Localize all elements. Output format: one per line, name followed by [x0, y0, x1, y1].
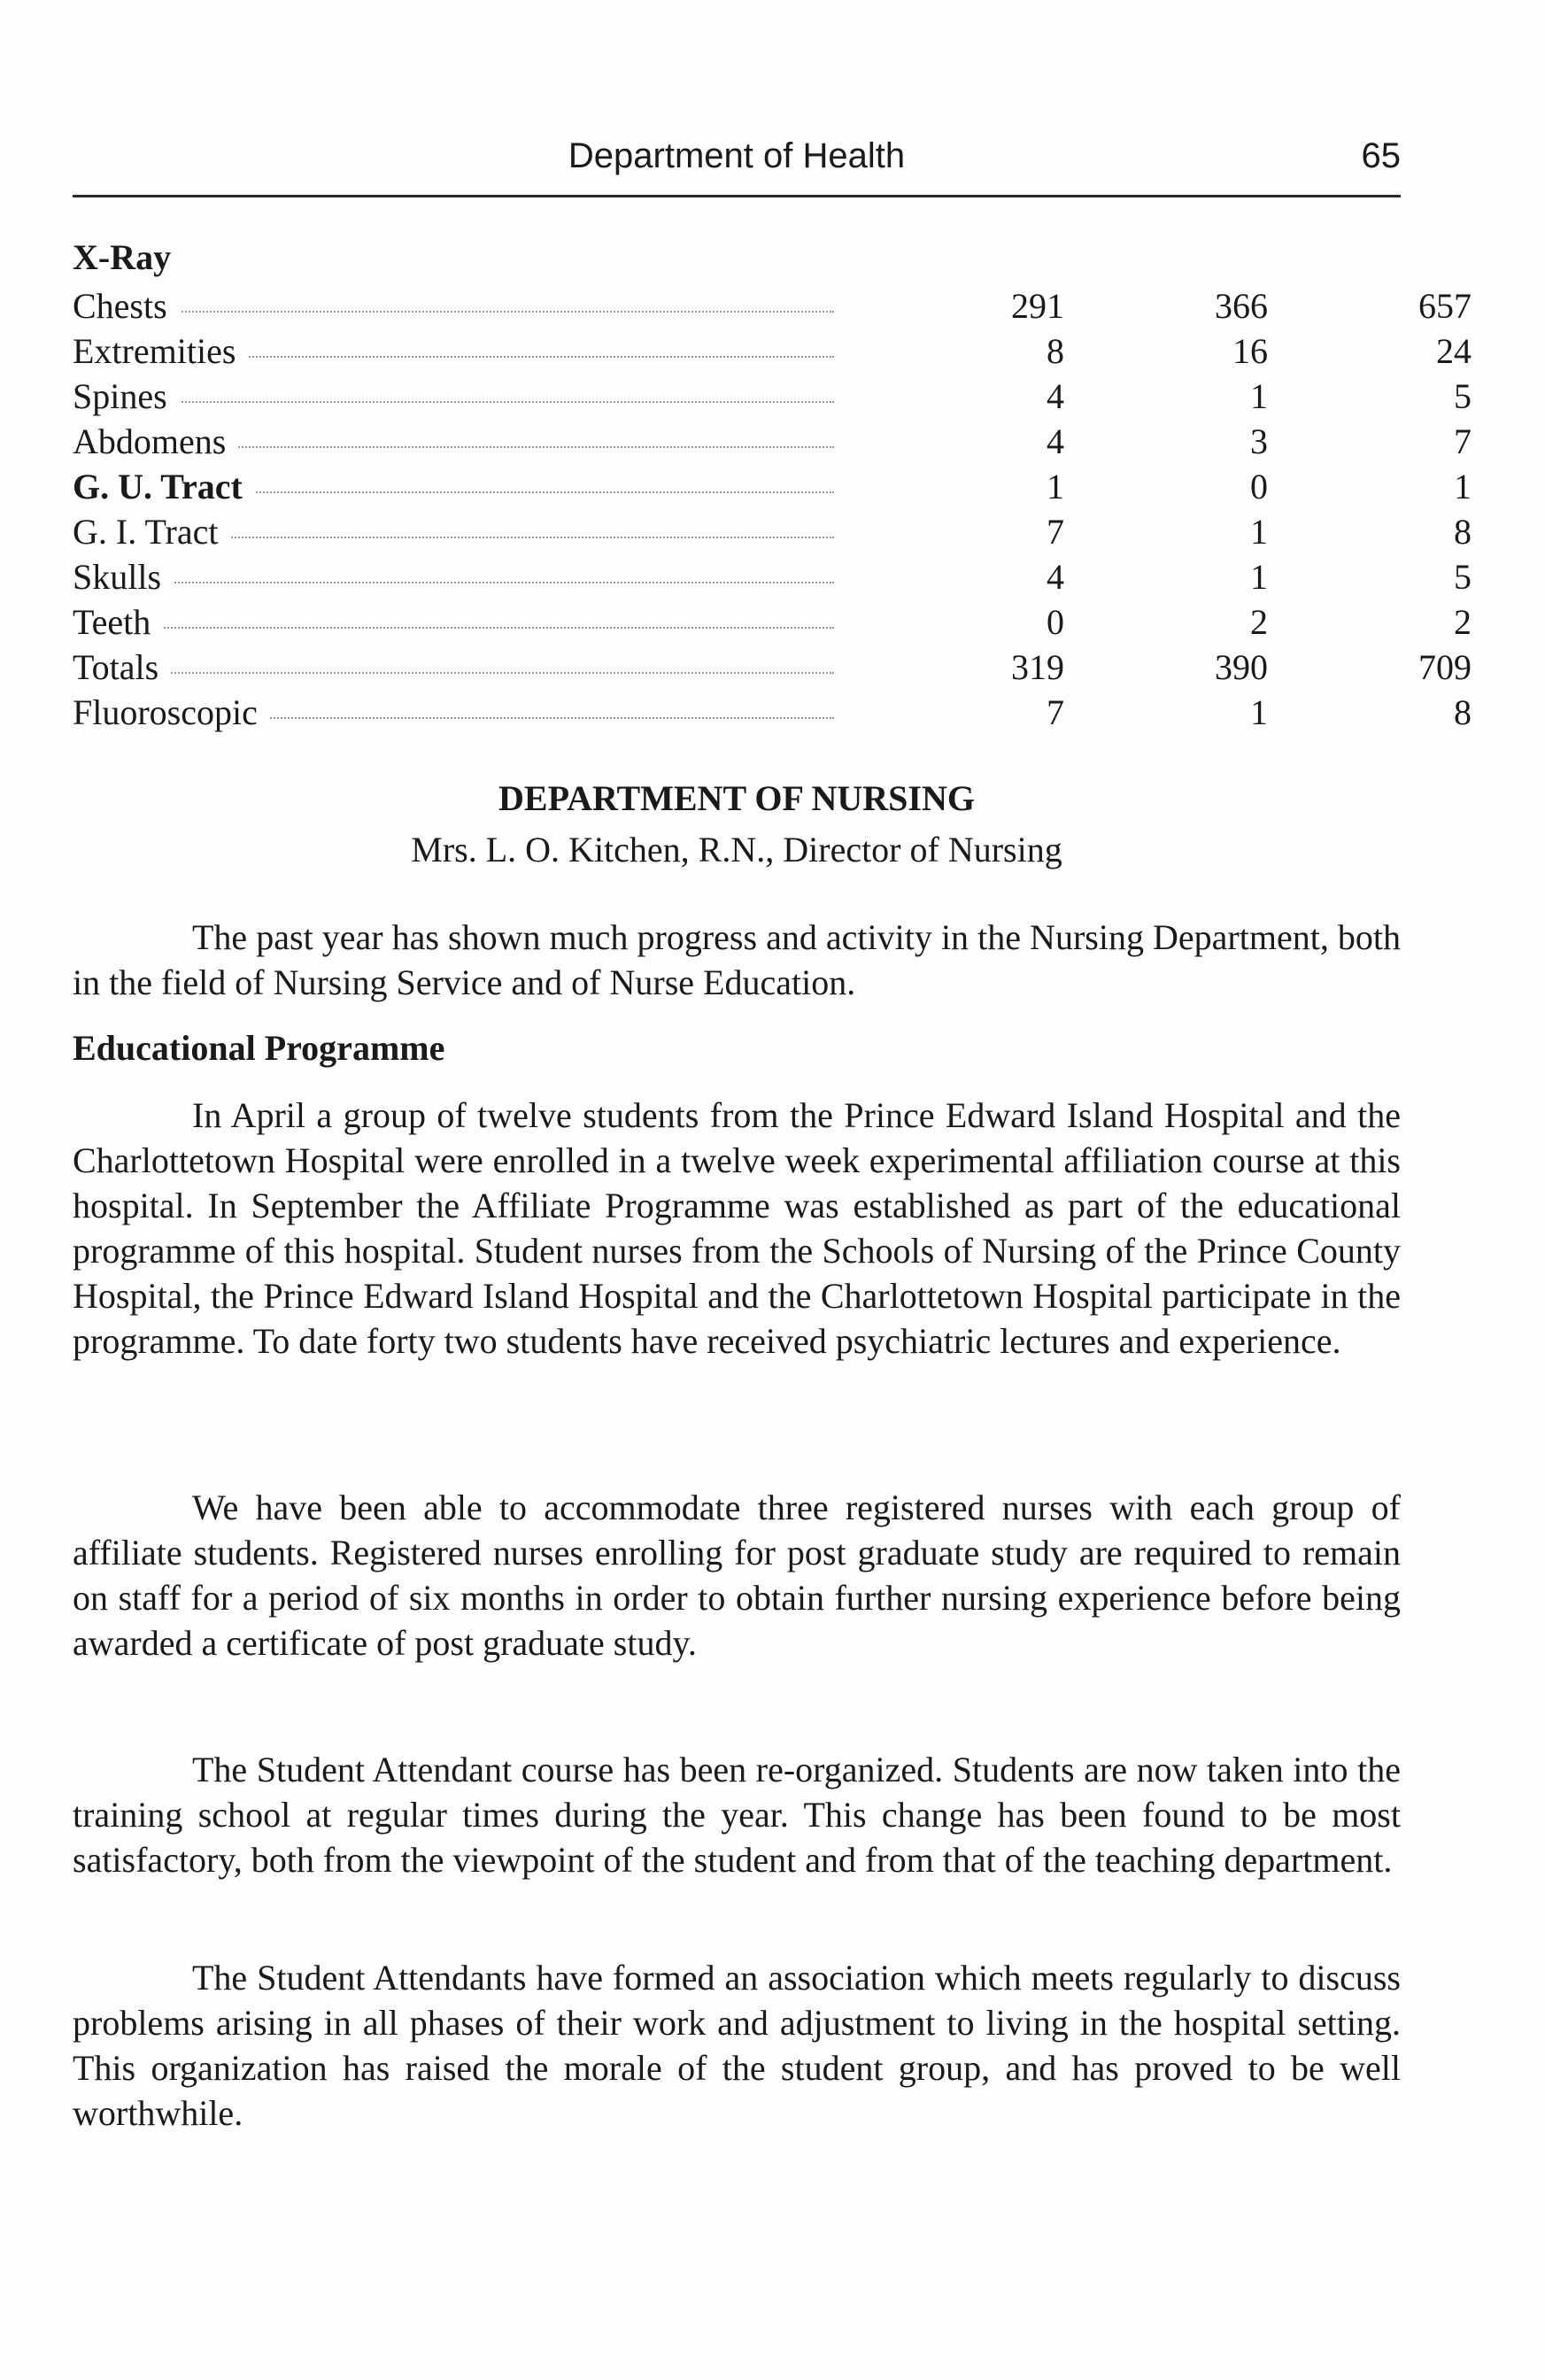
row-label: Spines: [73, 374, 180, 419]
body-paragraph: The Student Attendant course has been re-organized. Students are now taken into the training school at regular times during the year. This change has been found to be most satisfactory, both from the viewpoint of the student and from that of the teaching department.: [73, 1750, 1401, 1880]
xray-table: [73, 232, 1472, 735]
row-value-col1: 7: [1047, 692, 1064, 732]
dot-leader: [73, 582, 834, 583]
table-row: [73, 599, 1472, 645]
row-label: Fluoroscopic: [73, 690, 270, 735]
table-row: [73, 419, 1472, 464]
row-value-col2: 1: [1250, 557, 1268, 597]
row-label: G. I. Tract: [73, 509, 230, 554]
table-row: [73, 464, 1472, 509]
section-title: DEPARTMENT OF NURSING: [498, 778, 975, 818]
row-value-col2: 16: [1232, 331, 1268, 371]
row-value-col3: 7: [1454, 421, 1472, 461]
subheading: Educational Programme: [73, 1028, 445, 1068]
row-value-col2: 1: [1250, 512, 1268, 552]
dot-leader: [73, 311, 834, 313]
row-label: Extremities: [73, 328, 248, 374]
row-value-col3: 2: [1454, 602, 1472, 642]
xray-heading: X-Ray: [73, 237, 172, 277]
row-value-col1: 4: [1047, 421, 1064, 461]
row-value-col2: 390: [1215, 647, 1268, 687]
row-value-col1: 1: [1047, 467, 1064, 506]
table-row: [73, 283, 1472, 328]
row-label: Skulls: [73, 554, 174, 599]
row-value-col1: 8: [1047, 331, 1064, 371]
intro-paragraph: The past year has shown much progress and activity in the Nursing Department, both in the field of Nursing Service and of Nurse Education.: [73, 917, 1401, 1002]
table-row: [73, 374, 1472, 419]
table-row: [73, 328, 1472, 374]
row-value-col2: 0: [1250, 467, 1268, 506]
body-paragraph: In April a group of twelve students from the Prince Edward Island Hospital and the Charlottetown Hospital were enrolled in a twelve week experimental affiliation course at this hospital. In September the Affiliate Programme was established as part of the educational programme of this hospital. Student nurses from the Schools of Nursing of the Prince County Hospital, the Prince Edward Island Hospital and the Charlottetown Hospital participate in the programme. To date forty two students have received psychiatric lectures and experience.: [73, 1095, 1401, 1361]
row-value-col2: 2: [1250, 602, 1268, 642]
running-title: Department of Health: [568, 136, 906, 175]
dot-leader: [73, 672, 834, 674]
row-label: Teeth: [73, 599, 163, 645]
row-value-col1: 319: [1011, 647, 1064, 687]
row-label: Chests: [73, 283, 180, 328]
row-value-col1: 0: [1047, 602, 1064, 642]
table-row: [73, 690, 1472, 735]
row-value-col3: 1: [1454, 467, 1472, 506]
row-value-col2: 3: [1250, 421, 1268, 461]
row-value-col2: 366: [1215, 286, 1268, 326]
table-row: [73, 645, 1472, 690]
row-value-col1: 4: [1047, 557, 1064, 597]
row-value-col3: 5: [1454, 557, 1472, 597]
dot-leader: [73, 401, 834, 403]
row-value-col3: 24: [1436, 331, 1472, 371]
row-value-col3: 709: [1418, 647, 1472, 687]
row-value-col2: 1: [1250, 692, 1268, 732]
page-number: 65: [1361, 136, 1401, 175]
dot-leader: [73, 627, 834, 629]
row-value-col1: 291: [1011, 286, 1064, 326]
row-value-col1: 4: [1047, 376, 1064, 416]
director-line: Mrs. L. O. Kitchen, R.N., Director of Nursing: [411, 830, 1062, 869]
row-value-col1: 7: [1047, 512, 1064, 552]
body-paragraph: The Student Attendants have formed an association which meets regularly to discuss problems arising in all phases of their work and adjustment to living in the hospital setting. This organization has raised the morale of the student group, and has proved to be well worthwhile.: [73, 1958, 1401, 2133]
table-row: [73, 554, 1472, 599]
row-value-col3: 5: [1454, 376, 1472, 416]
row-value-col3: 8: [1454, 512, 1472, 552]
row-value-col3: 8: [1454, 692, 1472, 732]
row-label: G. U. Tract: [73, 464, 255, 509]
body-paragraph: We have been able to accommodate three registered nurses with each group of affiliate students. Registered nurses enrolling for post graduate study are required to remain on staff for a period of six months in order to obtain further nursing experience before being awarded a certificate of post graduate study.: [73, 1488, 1401, 1663]
running-header: [73, 133, 1401, 197]
row-label: Totals: [73, 645, 171, 690]
table-row: [73, 509, 1472, 554]
row-value-col2: 1: [1250, 376, 1268, 416]
row-value-col3: 657: [1418, 286, 1472, 326]
row-label: Abdomens: [73, 419, 238, 464]
